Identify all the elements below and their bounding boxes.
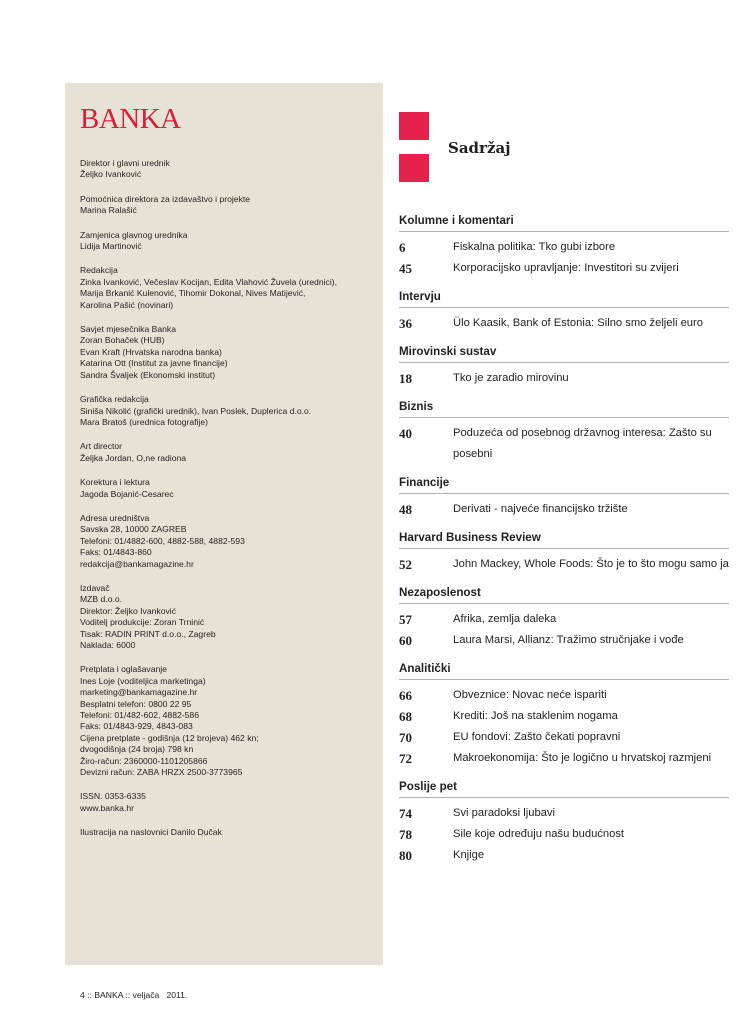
masthead-credits [80, 158, 370, 852]
toc-entry [399, 609, 729, 630]
article-title: Poduzeća od posebnog državnog interesa: Zašto su posebni [453, 427, 712, 460]
credit-line: redakcija@bankamagazine.hr [80, 558, 194, 569]
section-heading: Mirovinski sustav [399, 345, 729, 363]
section-heading: Biznis [399, 400, 729, 418]
page-number: 80 [399, 848, 412, 863]
toc-entry [399, 237, 729, 258]
toc-section [399, 662, 729, 769]
credit-line: Voditelj produkcije: Zoran Trninić [80, 617, 205, 628]
credit-block [80, 194, 370, 217]
credit-heading: Redakcija [80, 265, 118, 276]
credit-heading: Art director [80, 441, 123, 452]
page-number: 48 [399, 502, 412, 517]
page-number: 52 [399, 557, 412, 572]
section-heading: Harvard Business Review [399, 531, 729, 549]
credit-block [80, 513, 370, 570]
article-title: Derivati - najveće financijsko tržište [453, 503, 628, 515]
credit-line: Naklada: 6000 [80, 640, 136, 650]
toc-entry [399, 727, 729, 748]
credit-line: Telefoni: 01/4882-600, 4882-588, 4882-593 [80, 535, 245, 546]
toc-entry [399, 803, 729, 824]
credit-line: Karolina Pašić (novinari) [80, 299, 174, 310]
credit-heading: Pomoćnica direktora za izdavaštvo i projekte [80, 193, 251, 204]
credit-block [80, 827, 370, 838]
page-number: 66 [399, 688, 412, 703]
credit-line: Lidija Martinović [80, 241, 142, 252]
toc-section [399, 214, 729, 279]
article-title: Svi paradoksi ljubavi [453, 807, 555, 819]
credit-line: MZB d.o.o. [80, 594, 123, 605]
article-title: John Mackey, Whole Foods: Što je to što mogu samo ja [453, 558, 729, 570]
credit-heading: Izdavač [80, 582, 110, 593]
article-title: EU fondovi: Zašto čekati popravni [453, 731, 621, 743]
credit-line: www.banka.hr [80, 802, 134, 813]
credit-line: Siniša Nikolić (grafički urednik), Ivan Poslek, Duplerica d.o.o. [80, 405, 312, 416]
section-heading: Intervju [399, 290, 729, 308]
section-heading: Financije [399, 476, 729, 494]
toc-section [399, 400, 729, 465]
toc-section [399, 290, 729, 334]
toc-section [399, 586, 729, 651]
credit-line: dvogodišnja (24 broja) 798 kn [80, 744, 194, 755]
page-number: 6 [399, 240, 406, 255]
credit-line: marketing@bankamagazine.hr [80, 687, 198, 698]
article-title: Afrika, zemlja daleka [453, 613, 557, 625]
credit-heading: Grafička redakcija [80, 394, 149, 405]
toc-section [399, 345, 729, 389]
credit-line: Ines Loje (voditeljica marketinga) [80, 675, 206, 686]
credit-line: Zinka Ivanković, Večeslav Kocijan, Edita Vlahović Žuvela (urednici), [80, 276, 337, 287]
article-title: Obveznice: Novac neće ispariti [453, 689, 607, 701]
table-of-contents [399, 214, 729, 877]
toc-entry [399, 313, 729, 334]
page-number: 57 [399, 612, 412, 627]
toc-entry [399, 706, 729, 727]
credit-line: Savska 28, 10000 ZAGREB [80, 524, 187, 535]
toc-entry [399, 630, 729, 651]
credit-line: Žiro-račun: 2360000-1101205866 [80, 755, 208, 766]
page-number: 70 [399, 730, 412, 745]
article-title: Sile koje određuju našu budućnost [453, 828, 625, 840]
credit-line: Evan Kraft (Hrvatska narodna banka) [80, 346, 222, 357]
credit-line: Cijena pretplate - godišnja (12 brojeva) 462 kn; [80, 732, 259, 743]
credit-line: Katarina Ott (Institut za javne financije) [80, 358, 228, 369]
credit-line: Željko Ivanković [80, 169, 142, 180]
article-title: Ülo Kaasik, Bank of Estonia: Silno smo željeli euro [453, 317, 703, 329]
toc-section [399, 531, 729, 575]
toc-entry [399, 554, 729, 575]
article-title: Tko je zaradio mirovinu [453, 372, 569, 384]
page-number: 18 [399, 371, 412, 386]
credit-block [80, 583, 370, 651]
article-title: Fiskalna politika: Tko gubi izbore [453, 241, 616, 253]
article-title: Krediti: Još na staklenim nogama [453, 710, 618, 722]
toc-entry [399, 368, 729, 389]
credit-heading: Adresa uredništva [80, 512, 150, 523]
page-number: 45 [399, 261, 412, 276]
credit-block [80, 441, 370, 464]
toc-section [399, 780, 729, 866]
accent-square-bottom [399, 154, 429, 182]
credit-line: Faks: 01/4843-929, 4843-083 [80, 721, 193, 732]
contents-title: Sadržaj [448, 139, 511, 157]
section-heading: Poslije pet [399, 780, 729, 798]
banka-logo: BANKA [80, 103, 181, 135]
article-title: Korporacijsko upravljanje: Investitori su zvijeri [453, 262, 679, 274]
toc-entry [399, 685, 729, 706]
page-footer: 4 :: BANKA :: veljača 2011. [80, 990, 188, 1000]
section-heading: Kolumne i komentari [399, 214, 729, 232]
credit-line: Jagoda Bojanić-Cesarec [80, 488, 174, 499]
credit-heading: ISSN. 0353-6335 [80, 791, 146, 802]
section-heading: Nezaposlenost [399, 586, 729, 604]
credit-block [80, 477, 370, 500]
credit-block [80, 394, 370, 428]
accent-square-top [399, 112, 429, 140]
credit-block [80, 230, 370, 253]
toc-entry [399, 423, 729, 465]
credit-heading: Pretplata i oglašavanje [80, 664, 167, 675]
credit-heading: Ilustracija na naslovnici Danilo Dučak [80, 827, 222, 838]
credit-line: Devizni račun: ZABA HRZX 2500-3773965 [80, 767, 243, 778]
credit-line: Marina Ralašić [80, 205, 137, 216]
credit-line: Mara Bratoš (urednica fotografije) [80, 416, 209, 427]
credit-line: Faks: 01/4843-860 [80, 547, 152, 558]
credit-line: Telefoni: 01/482-602, 4882-586 [80, 710, 199, 721]
article-title: Laura Marsi, Allianz: Tražimo stručnjake i vođe [453, 634, 684, 646]
page-number: 40 [399, 426, 412, 441]
credit-line: Željka Jordan, O,ne radiona [80, 452, 187, 463]
toc-entry [399, 845, 729, 866]
credit-heading: Korektura i lektura [80, 477, 150, 488]
credit-block [80, 324, 370, 381]
toc-section [399, 476, 729, 520]
credit-line: Marija Brkanić Kulenović, Tihomir Dokonal, Nives Matijević, [80, 288, 306, 299]
toc-entry [399, 258, 729, 279]
credit-line: Zoran Bohaček (HUB) [80, 335, 165, 346]
page-number: 36 [399, 316, 412, 331]
credit-line: Tisak: RADIN PRINT d.o.o., Zagreb [80, 628, 216, 639]
toc-entry [399, 748, 729, 769]
masthead-panel [65, 83, 383, 965]
article-title: Makroekonomija: Što je logično u hrvatskoj razmjeni [453, 752, 712, 764]
section-heading: Analitički [399, 662, 729, 680]
page-number: 60 [399, 633, 412, 648]
page-number: 78 [399, 827, 412, 842]
credit-line: Sandra Švaljek (Ekonomski institut) [80, 369, 216, 380]
credit-heading: Zamjenica glavnog urednika [80, 229, 188, 240]
credit-heading: Savjet mjesečnika Banka [80, 324, 177, 335]
credit-line: Direktor: Željko Ivanković [80, 605, 176, 616]
page-number: 74 [399, 806, 412, 821]
credit-block [80, 265, 370, 311]
credit-block [80, 791, 370, 814]
credit-line: Besplatni telefon: 0800 22 95 [80, 698, 192, 709]
credit-heading: Direktor i glavni urednik [80, 158, 170, 168]
page-number: 72 [399, 751, 412, 766]
toc-entry [399, 499, 729, 520]
credit-block [80, 664, 370, 778]
toc-entry [399, 824, 729, 845]
credit-block [80, 158, 370, 181]
article-title: Knjige [453, 849, 485, 861]
page-number: 68 [399, 709, 412, 724]
